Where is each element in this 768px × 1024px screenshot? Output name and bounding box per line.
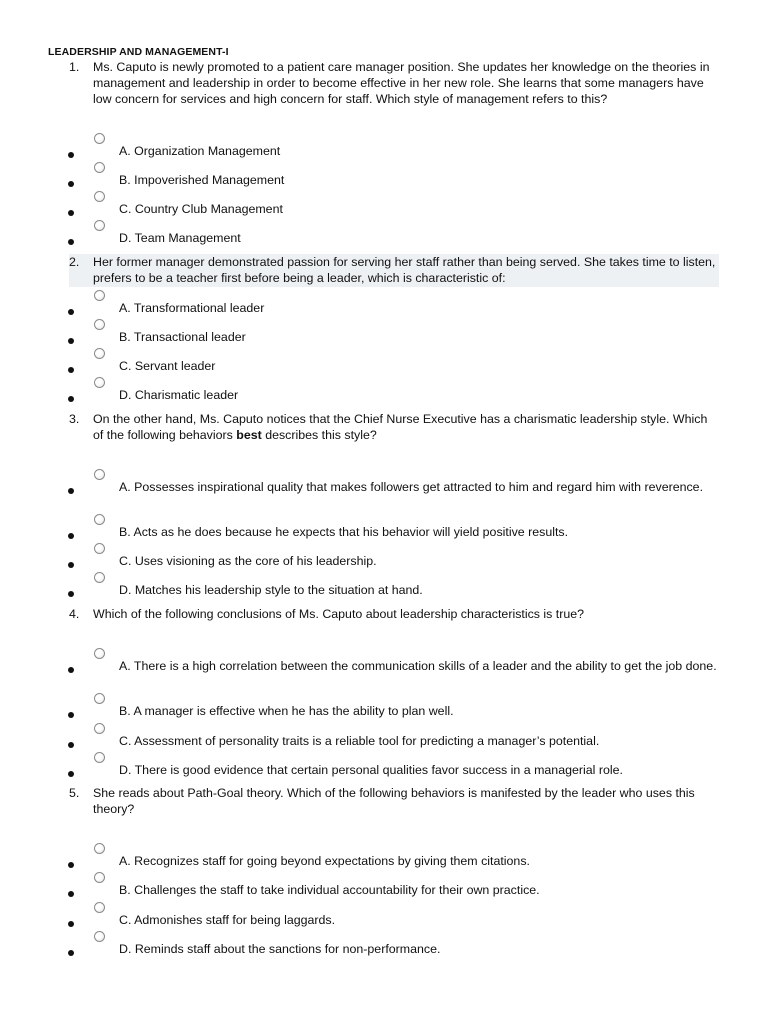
question-text	[93, 411, 719, 443]
option-text: B. Challenges the staff to take individual accountability for their own practice.	[119, 883, 540, 897]
question-text: She reads about Path-Goal theory. Which of the following behaviors is manifested by the leader who uses this theory?	[93, 786, 695, 816]
option-text: D. Charismatic leader	[119, 388, 239, 402]
radio-button-icon[interactable]	[94, 843, 105, 854]
question-text-end: describes this style?	[261, 428, 377, 442]
option-text: D. There is good evidence that certain personal qualities favor success in a managerial role.	[119, 763, 623, 777]
bullet-icon	[68, 771, 74, 777]
radio-button-icon[interactable]	[94, 693, 105, 704]
option-text: C. Uses visioning as the core of his leadership.	[119, 554, 377, 568]
bullet-icon	[68, 950, 74, 956]
radio-button-icon[interactable]	[94, 543, 105, 554]
option-text: D. Matches his leadership style to the situation at hand.	[119, 583, 423, 597]
bullet-icon	[68, 667, 74, 673]
question-text: Which of the following conclusions of Ms. Caputo about leadership characteristics is true?	[93, 607, 585, 621]
bullet-icon	[68, 152, 74, 158]
option-text: C. Admonishes staff for being laggards.	[119, 913, 336, 927]
question-text: Her former manager demonstrated passion for serving her staff rather than being served. She takes time to listen, prefers to be a teacher first before being a leader, which is characteristic of:	[93, 255, 716, 285]
bullet-icon	[68, 562, 74, 568]
option-text: C. Country Club Management	[119, 202, 283, 216]
bullet-icon	[68, 338, 74, 344]
option-text: A. Organization Management	[119, 144, 281, 158]
radio-button-icon[interactable]	[94, 931, 105, 942]
bullet-icon	[68, 181, 74, 187]
radio-button-icon[interactable]	[94, 872, 105, 883]
bullet-icon	[68, 862, 74, 868]
radio-button-icon[interactable]	[94, 133, 105, 144]
bullet-icon	[68, 921, 74, 927]
bullet-icon	[68, 309, 74, 315]
question-text: Ms. Caputo is newly promoted to a patient care manager position. She updates her knowledge on the theories in management and leadership in order to become effective in her new role. She learns that some managers have low concern for services and high concern for staff. Which style of management refers to this?	[93, 60, 710, 106]
option-text: A. Recognizes staff for going beyond expectations by giving them citations.	[119, 854, 530, 868]
option-text: B. Transactional leader	[119, 330, 246, 344]
bullet-icon	[68, 210, 74, 216]
bullet-icon	[68, 742, 74, 748]
question-text-emphasis: best	[236, 428, 262, 442]
question-2	[69, 254, 719, 287]
question-5	[69, 785, 719, 817]
option-text: A. Transformational leader	[119, 301, 265, 315]
radio-button-icon[interactable]	[94, 572, 105, 583]
option-text: A. There is a high correlation between the communication skills of a leader and the ability to get the job done.	[119, 659, 717, 673]
radio-button-icon[interactable]	[94, 162, 105, 173]
question-4	[69, 606, 719, 622]
radio-button-icon[interactable]	[94, 319, 105, 330]
bullet-icon	[68, 488, 74, 494]
question-number: 3.	[69, 412, 80, 426]
radio-button-icon[interactable]	[94, 191, 105, 202]
option-text: A. Possesses inspirational quality that makes followers get attracted to him and regard him with reverence.	[119, 480, 704, 494]
option-text: D. Reminds staff about the sanctions for non-performance.	[119, 942, 441, 956]
bullet-icon	[68, 891, 74, 897]
question-text-start: On the other hand, Ms. Caputo notices that the Chief Nurse Executive has a charismatic leadership style. Which of the following behaviors	[93, 412, 708, 442]
document-title: LEADERSHIP AND MANAGEMENT-I	[48, 46, 229, 58]
bullet-icon	[68, 367, 74, 373]
radio-button-icon[interactable]	[94, 752, 105, 763]
option-text: C. Assessment of personality traits is a reliable tool for predicting a manager’s potential.	[119, 734, 600, 748]
bullet-icon	[68, 239, 74, 245]
radio-button-icon[interactable]	[94, 220, 105, 231]
bullet-icon	[68, 712, 74, 718]
option-text: B. A manager is effective when he has the ability to plan well.	[119, 704, 454, 718]
question-number: 1.	[69, 60, 80, 74]
radio-button-icon[interactable]	[94, 902, 105, 913]
radio-button-icon[interactable]	[94, 377, 105, 388]
radio-button-icon[interactable]	[94, 348, 105, 359]
radio-button-icon[interactable]	[94, 290, 105, 301]
question-number: 5.	[69, 786, 80, 800]
option-text: C. Servant leader	[119, 359, 216, 373]
question-number: 2.	[69, 255, 80, 269]
radio-button-icon[interactable]	[94, 514, 105, 525]
bullet-icon	[68, 591, 74, 597]
option-text: D. Team Management	[119, 231, 241, 245]
option-text: B. Acts as he does because he expects that his behavior will yield positive results.	[119, 525, 569, 539]
option-text: B. Impoverished Management	[119, 173, 285, 187]
question-1	[69, 59, 719, 107]
radio-button-icon[interactable]	[94, 723, 105, 734]
bullet-icon	[68, 396, 74, 402]
question-number: 4.	[69, 607, 80, 621]
bullet-icon	[68, 533, 74, 539]
question-3	[69, 411, 719, 443]
